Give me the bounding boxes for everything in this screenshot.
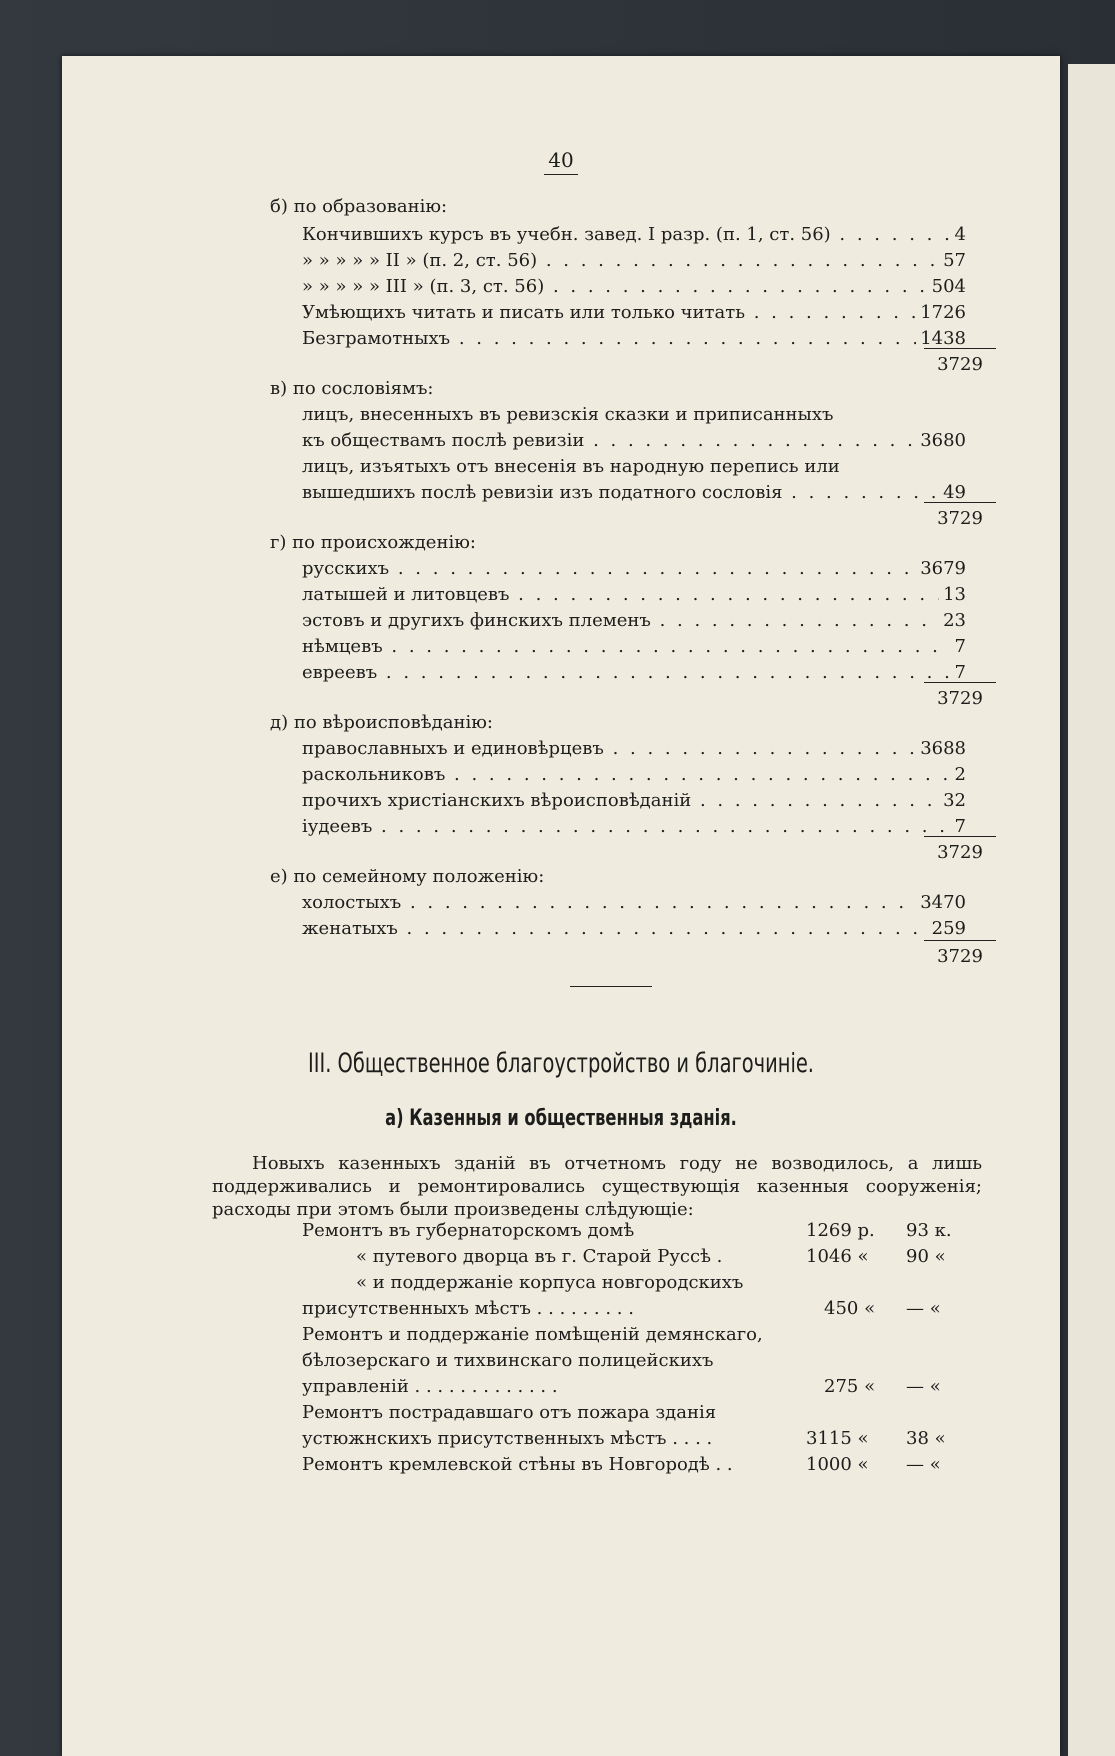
section-total: 3729 bbox=[924, 688, 996, 710]
text-line: лицъ, изъятыхъ отъ внесенія въ народную перепись или bbox=[302, 456, 840, 477]
list-item: евреевъ . . . 7 bbox=[302, 662, 966, 684]
section-heading-estates: в) по сословіямъ: bbox=[270, 378, 434, 399]
section-total: 3729 bbox=[924, 946, 996, 968]
page-number: 40 bbox=[62, 148, 1060, 175]
text-line: лицъ, внесенныхъ въ ревизскія сказки и приписанныхъ bbox=[302, 404, 834, 425]
section-total: 3729 bbox=[924, 842, 996, 864]
list-item: » » » » » II » (п. 2, ст. 56) . . . 57 bbox=[302, 250, 966, 272]
list-item: къ обществамъ послѣ ревизіи . . . 3680 bbox=[302, 430, 966, 452]
section-total: 3729 bbox=[924, 508, 996, 530]
list-item: русскихъ . . . 3679 bbox=[302, 558, 966, 580]
section-heading-marital: е) по семейному положенію: bbox=[270, 866, 545, 887]
list-item: холостыхъ . . . 3470 bbox=[302, 892, 966, 914]
list-item: прочихъ христіанскихъ вѣроисповѣданій . . . 32 bbox=[302, 790, 966, 812]
list-item: іудеевъ . . . 7 bbox=[302, 816, 966, 838]
section-total: 3729 bbox=[924, 354, 996, 376]
list-item: нѣмцевъ . . . 7 bbox=[302, 636, 966, 658]
list-item: вышедшихъ послѣ ревизіи изъ податного сословія . . . 49 bbox=[302, 482, 966, 504]
section-heading-origin: г) по происхожденію: bbox=[270, 532, 476, 553]
list-item: Безграмотныхъ . . . 1438 bbox=[302, 328, 966, 350]
chapter-title: III. Общественное благоустройство и благочиніе. bbox=[307, 1048, 814, 1079]
list-item: эстовъ и другихъ финскихъ племенъ . . . 23 bbox=[302, 610, 966, 632]
list-item: раскольниковъ . . . 2 bbox=[302, 764, 966, 786]
section-divider bbox=[570, 986, 652, 987]
list-item: латышей и литовцевъ . . . 13 bbox=[302, 584, 966, 606]
section-heading-religion: д) по вѣроисповѣданію: bbox=[270, 712, 493, 733]
document-page: 40 б) по образованію: Кончившихъ курсъ въ учебн. завед. I разр. (п. 1, ст. 56) . . . 4 » » » » » II » (п. 2, ст. 56) . . . 57 » » » » » III » (п. 3, ст. 56) . . . 504 Умѣющихъ читать и писать или только читать . . . 1726 Безграмотныхъ . . . 1438 3729 в) по сословіямъ: лицъ, внесенныхъ въ ревизскія сказки и приписанныхъ къ обществамъ послѣ ревизіи . . . 3680 лицъ, изъятыхъ отъ внесенія въ народную перепись или вышедшихъ послѣ ревизіи изъ податного сословія . . . 49 3729 г) по происхожденію: русскихъ . . . 3679 латышей и литовцевъ . . . 13 эстовъ и другихъ финскихъ племенъ . . . 23 нѣмцевъ . . . 7 евреевъ . . . 7 3729 д) по вѣроисповѣданію: православныхъ и единовѣрцевъ . . . 3688 раскольниковъ . . . 2 прочихъ христіанскихъ вѣроисповѣданій . . . 32 іудеевъ . . . 7 3729 е) по семейному положенію: холостыхъ . . . 3470 женатыхъ . . . 259 3729 III. Общественное благоустройство и благочиніе. а) Казенныя и общественныя зданія. Новыхъ казенныхъ зданій въ отчетномъ году не возводилось, а лишь поддерживались и ремонтировались существующія казенныя сооруженія; расходы при этомъ были произведены слѣдующіе: Ремонтъ въ губернаторскомъ домѣ 1269 р. 93 к. « путевого дворца въ г. Старой Руссѣ . 1046 « 90 « « и поддержаніе корпуса новгородскихъ присутственныхъ мѣстъ . . . . . . . . . 450 « — « Ремонтъ и поддержаніе помѣщеній демянскаго, бѣлозерскаго и тихвинскаго полицейскихъ управленій . . . . . . . . . . . . . 275 « — « Ремонтъ пострадавшаго отъ пожара зданія устюжнскихъ присутственныхъ мѣстъ . . . . 3115 « 38 « Ремонтъ кремлевской стѣны въ Новгородѣ . . 1000 « — « bbox=[62, 56, 1060, 1756]
subsection-title: а) Казенныя и общественныя зданія. bbox=[385, 1106, 737, 1131]
adjacent-page-edge bbox=[1068, 64, 1115, 1756]
list-item: » » » » » III » (п. 3, ст. 56) . . . 504 bbox=[302, 276, 966, 298]
section-heading-education: б) по образованію: bbox=[270, 196, 448, 217]
list-item: Кончившихъ курсъ въ учебн. завед. I разр. (п. 1, ст. 56) . . . 4 bbox=[302, 224, 966, 246]
list-item: православныхъ и единовѣрцевъ . . . 3688 bbox=[302, 738, 966, 760]
list-item: женатыхъ . . . 259 bbox=[302, 918, 966, 940]
intro-paragraph: Новыхъ казенныхъ зданій въ отчетномъ году не возводилось, а лишь поддерживались и ремонтировались существующія казенныя сооруженія; расходы при этомъ были произведены слѣдующіе: bbox=[212, 1153, 982, 1220]
list-item: Умѣющихъ читать и писать или только читать . . . 1726 bbox=[302, 302, 966, 324]
